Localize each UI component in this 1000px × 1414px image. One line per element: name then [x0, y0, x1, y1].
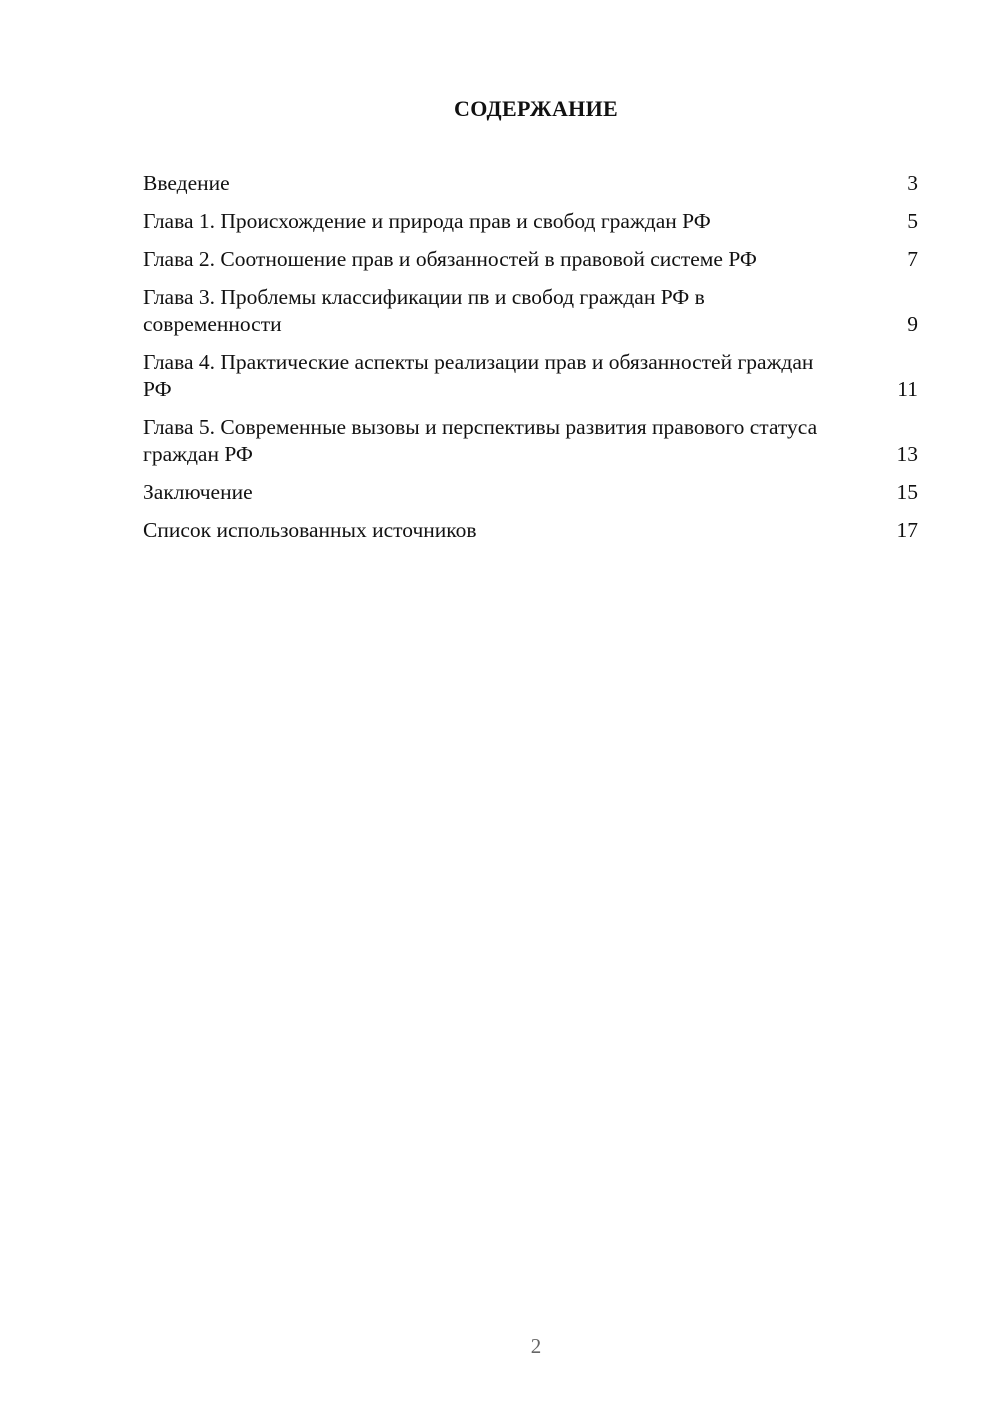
toc-entry-chapter-2[interactable] — [143, 246, 918, 273]
toc-entry-chapter-1[interactable] — [143, 208, 918, 235]
toc-entry-page: 5 — [907, 209, 918, 233]
toc-entry-introduction[interactable] — [143, 170, 918, 197]
toc-entry-page: 13 — [896, 442, 918, 466]
toc-entry-chapter-4[interactable] — [143, 349, 918, 403]
toc-entry-page: 9 — [907, 312, 918, 336]
toc-entry-page: 3 — [907, 171, 918, 195]
table-of-contents — [143, 170, 918, 555]
toc-entry-conclusion[interactable] — [143, 479, 918, 506]
toc-entry-title: Введение — [143, 171, 230, 195]
toc-entry-title: Глава 1. Происхождение и природа прав и свобод граждан РФ — [143, 209, 711, 233]
toc-entry-page: 17 — [896, 518, 918, 542]
page-title: СОДЕРЖАНИЕ — [454, 96, 618, 121]
page-number: 2 — [530, 1334, 542, 1358]
toc-entry-title: Список использованных источников — [143, 518, 477, 542]
toc-entry-page: 15 — [896, 480, 918, 504]
toc-entry-title: Заключение — [143, 480, 253, 504]
toc-entry-chapter-3[interactable] — [143, 284, 918, 338]
toc-entry-references[interactable] — [143, 517, 918, 544]
toc-entry-page: 11 — [897, 377, 918, 401]
toc-entry-title: Глава 5. Современные вызовы и перспективы развития правового статуса граждан РФ — [143, 415, 818, 466]
toc-entry-page: 7 — [907, 247, 918, 271]
toc-entry-title: Глава 3. Проблемы классификации пв и свобод граждан РФ в современности — [143, 285, 705, 336]
toc-entry-title: Глава 2. Соотношение прав и обязанностей в правовой системе РФ — [143, 247, 757, 271]
toc-entry-title: Глава 4. Практические аспекты реализации прав и обязанностей граждан РФ — [143, 350, 814, 401]
toc-entry-chapter-5[interactable] — [143, 414, 918, 468]
